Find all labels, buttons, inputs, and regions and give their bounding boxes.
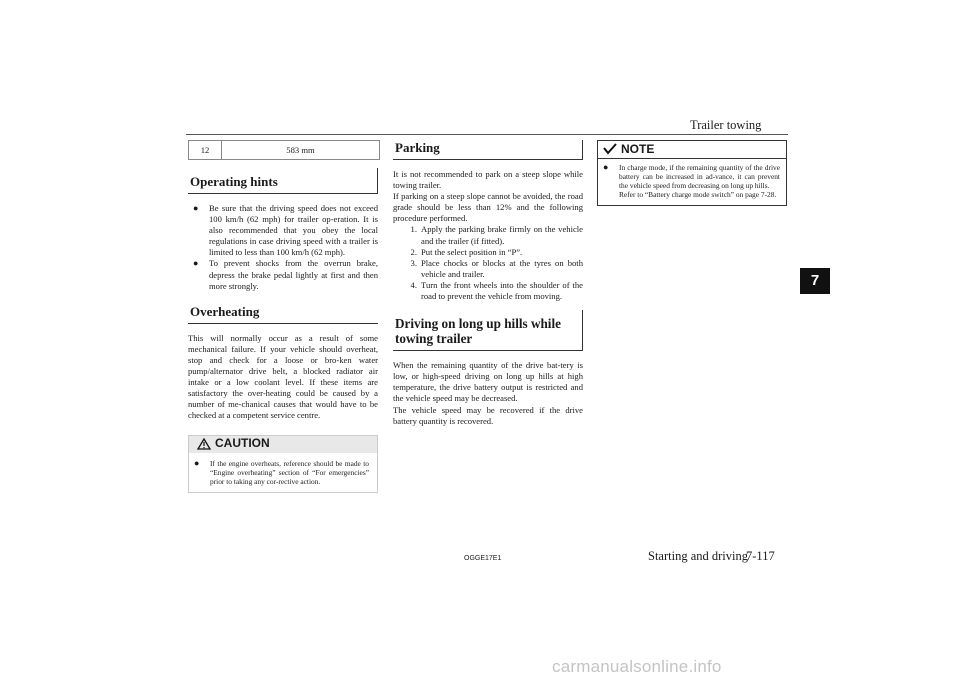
spec-table-row xyxy=(188,140,380,160)
bullet-icon: ● xyxy=(193,258,199,269)
page-number: 7-117 xyxy=(746,549,775,563)
list-item xyxy=(190,203,378,258)
step-number: 4. xyxy=(410,279,417,290)
list-item xyxy=(393,247,583,258)
parking-intro-1: It is not recommended to park on a steep slope while towing trailer. xyxy=(393,169,583,191)
overheating-title: Overheating xyxy=(190,303,260,319)
uphill-heading xyxy=(393,310,583,351)
column-middle xyxy=(393,140,583,427)
list-item xyxy=(393,280,583,302)
caution-text: If the engine overheats, reference should be made to “Engine overheating” section of “For emergencies” prior to taking any cor-rective action. xyxy=(210,458,369,486)
warning-triangle-icon xyxy=(197,438,211,450)
list-item xyxy=(190,258,378,291)
overheating-heading xyxy=(188,298,378,324)
note-check-icon xyxy=(602,143,618,156)
section-title: Trailer towing xyxy=(690,118,762,132)
list-item xyxy=(393,258,583,280)
caution-item xyxy=(189,453,377,492)
caution-title: CAUTION xyxy=(215,436,270,451)
list-item xyxy=(393,224,583,246)
column-right xyxy=(597,140,787,206)
caution-box xyxy=(188,435,378,493)
operating-hints-title: Operating hints xyxy=(190,174,278,189)
step-number: 3. xyxy=(410,257,417,268)
step-number: 2. xyxy=(410,246,417,257)
uphill-title: Driving on long up hills while towing trailer xyxy=(395,316,561,347)
bullet-text: To prevent shocks from the overrun brake, depress the brake pedal lightly at first and then more strongly. xyxy=(209,258,378,291)
caution-header xyxy=(189,436,377,453)
watermark: carmanualsonline.info xyxy=(552,657,722,676)
bullet-icon: ● xyxy=(193,203,199,213)
uphill-body-2: The vehicle speed may be recovered if the drive battery quantity is recovered. xyxy=(393,404,583,426)
note-reference: Refer to “Battery charge mode switch” on page 7-28. xyxy=(619,190,777,200)
uphill-body-1: When the remaining quantity of the drive bat-tery is low, or high-speed driving on long up hills at high temperature, the drive battery output is restricted and the vehicle speed may be decreased. xyxy=(393,360,583,404)
chapter-tab: 7 xyxy=(800,268,830,294)
spec-cell-2: 583 mm xyxy=(286,145,315,155)
note-box xyxy=(597,140,787,206)
note-title: NOTE xyxy=(621,141,655,156)
note-item xyxy=(598,159,786,205)
step-text: Place chocks or blocks at the tyres on both vehicle and trailer. xyxy=(421,257,583,279)
bullet-icon: ● xyxy=(194,457,200,468)
document-code: OGGE17E1 xyxy=(464,555,502,562)
step-text: Put the select position in “P”. xyxy=(421,246,523,257)
header-divider xyxy=(186,134,788,135)
note-header xyxy=(598,141,786,159)
step-number: 1. xyxy=(410,224,417,235)
column-left xyxy=(188,140,378,493)
step-text: Apply the parking brake firmly on the vehicle and the trailer (if fitted). xyxy=(421,224,583,246)
parking-title: Parking xyxy=(395,140,440,155)
step-text: Turn the front wheels into the shoulder of the road to prevent the vehicle from moving. xyxy=(421,279,583,302)
bullet-text: Be sure that the driving speed does not exceed 100 km/h (62 mph) for trailer op-eration. It is also recommended that you obey the local regulations in case driving speed with a trailer is limited to less than 100 km/h (62 mph). xyxy=(209,203,378,258)
footer-section: Starting and driving xyxy=(648,549,748,563)
note-text: In charge mode, if the remaining quantity of the drive battery can be increased in ad-vance, it can prevent the vehicle speed from decreasing on long up hills. xyxy=(619,163,780,191)
overheating-body: This will normally occur as a result of some mechanical failure. If your vehicle should overheat, stop and check for a loose or bro-ken water pump/alternator drive belt, a blocked radiator air intake or a low coolant level. If these items are satisfactory the over-heating could be caused by a number of me-chanical causes that would have to be checked at a competent service centre. xyxy=(188,332,378,421)
bullet-icon: ● xyxy=(603,162,609,172)
parking-heading xyxy=(393,140,583,160)
parking-intro-2: If parking on a steep slope cannot be avoided, the road grade should be less than 12% and the following procedure performed. xyxy=(393,191,583,224)
operating-hints-heading xyxy=(188,168,378,194)
spec-cell-1: 12 xyxy=(189,141,222,159)
